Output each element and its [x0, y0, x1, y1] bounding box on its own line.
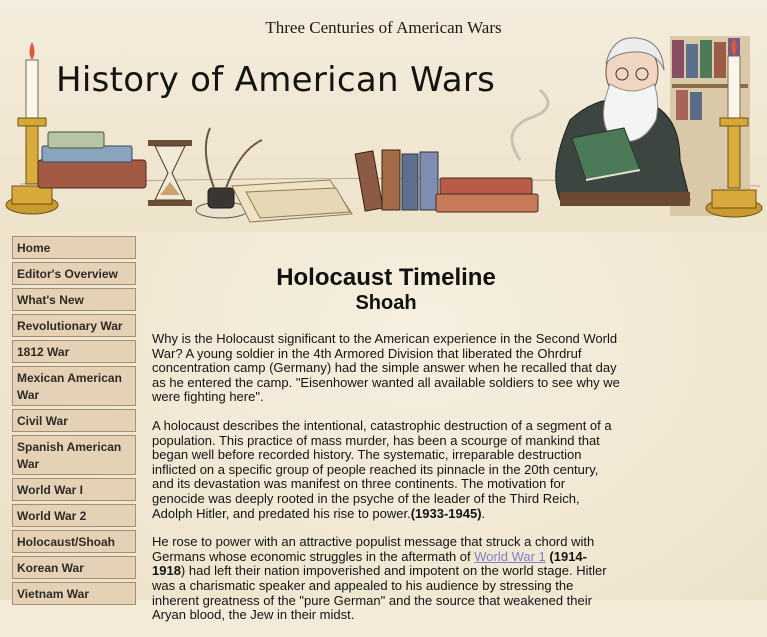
sidebar-item-civil-war[interactable]: Civil War: [12, 409, 136, 432]
holocaust-definition-paragraph: [152, 419, 620, 521]
sidebar-item-vietnam-war[interactable]: Vietnam War: [12, 582, 136, 605]
sidebar-item-revolutionary-war[interactable]: Revolutionary War: [12, 314, 136, 337]
paragraph-text: A holocaust describes the intentional, catastrophic destruction of a segment of a population. This practice of mass murder, has been a scourge of mankind that began well before recorded history. The systematic, irreparable destruction inflicted on a specific group of people reached its pinnacle in the 20th century, and its devastation was manifest on three continents. The motivation for genocide was deeply rooted in the psyche of the leader of the Third Reich, Adolph Hitler, and predated his rise to power.: [152, 417, 612, 521]
sidebar-item-whats-new[interactable]: What's New: [12, 288, 136, 311]
years-bold: (1933-1945): [410, 505, 482, 521]
sidebar-nav: [12, 236, 136, 608]
sidebar-item-mexican-american-war[interactable]: Mexican American War: [12, 366, 136, 406]
page-title: Holocaust Timeline: [276, 264, 496, 291]
sidebar-item-holocaust-shoah[interactable]: Holocaust/Shoah: [12, 530, 136, 553]
page-subtitle: Shoah: [355, 292, 417, 314]
sidebar-item-korean-war[interactable]: Korean War: [12, 556, 136, 579]
sidebar-item-world-war-2[interactable]: World War 2: [12, 504, 136, 527]
intro-paragraph: Why is the Holocaust significant to the American experience in the Second World War? A young soldier in the 4th Armored Division that liberated the Ohrdruf concentration camp (Germany) had the simple answer when he recalled that day as he entered the camp. "Eisenhower wanted all available soldiers to see why we were fighting here".: [152, 331, 620, 405]
papers-icon: [232, 180, 352, 222]
site-title[interactable]: History of American Wars: [56, 60, 496, 100]
paragraph-text-end: ) had left their nation impoverished and impotent on the world stage. Hitler was a charismatic speaker and appealed to his audience by stressing the inherent greatness of the "pure German" and the source that weakened their Aryan blood, the Jew in their midst.: [152, 563, 607, 623]
main-content: [152, 264, 620, 637]
sidebar-item-editors-overview[interactable]: Editor's Overview: [12, 262, 136, 285]
sidebar-item-world-war-1[interactable]: World War I: [12, 478, 136, 501]
sidebar-item-home[interactable]: Home: [12, 236, 136, 259]
hitler-rise-paragraph: [152, 535, 620, 623]
world-war-1-link[interactable]: World War 1: [474, 548, 546, 564]
site-banner: [0, 0, 767, 232]
years-bold: (1914-1918: [152, 548, 587, 579]
sidebar-item-spanish-american-war[interactable]: Spanish American War: [12, 435, 136, 475]
sidebar-item-1812-war[interactable]: 1812 War: [12, 340, 136, 363]
paragraph-text: He rose to power with an attractive populist message that struck a chord with Germans whose economic struggles in the aftermath of: [152, 534, 595, 564]
site-tagline: Three Centuries of American Wars: [265, 18, 502, 37]
paragraph-end: .: [481, 505, 486, 521]
